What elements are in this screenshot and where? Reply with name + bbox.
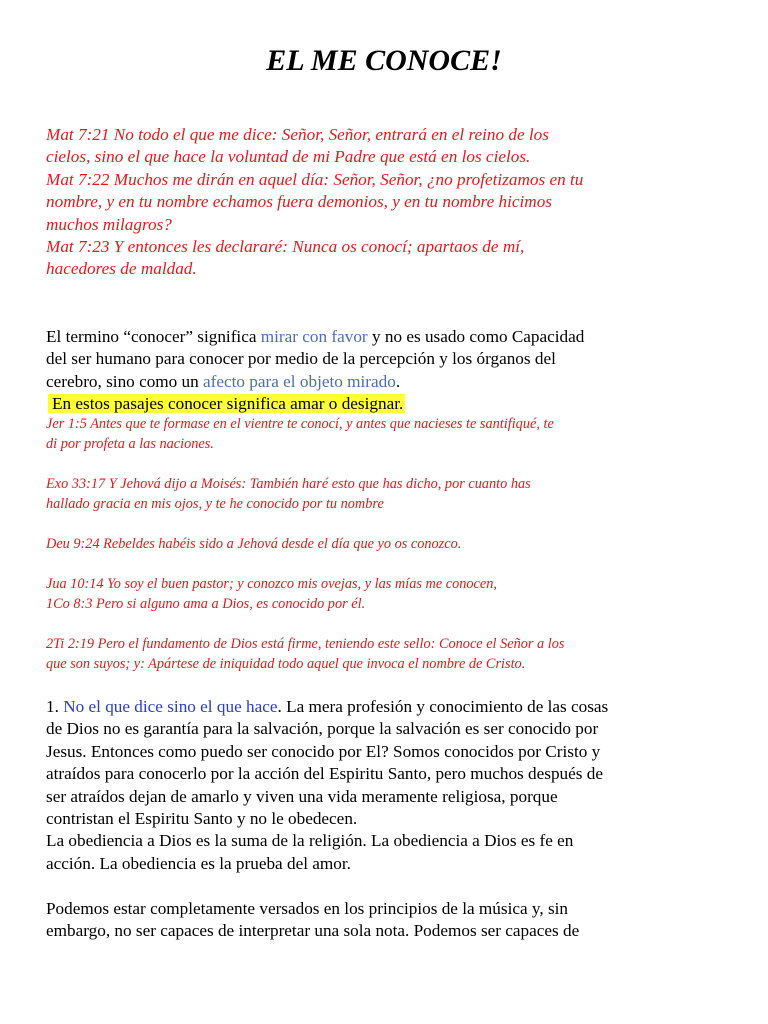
body-line: . La mera profesión y conocimiento de las cosas	[277, 697, 609, 716]
verse-mat-7-22	[46, 169, 726, 236]
intro-text: del ser humano para conocer por medio de la percepción y los órganos del	[46, 349, 556, 369]
ref-line: 2Ti 2:19 Pero el fundamento de Dios está firme, teniendo este sello: Conoce el Señor a los	[46, 636, 565, 652]
ref-line: Deu 9:24 Rebeldes habéis sido a Jehová desde el día que yo os conozco.	[46, 536, 462, 552]
reference-verses	[46, 414, 736, 674]
highlighted-statement: En estos pasajes conocer significa amar o designar.	[48, 394, 405, 413]
ref-line: que son suyos; y: Apártese de iniquidad todo aquel que invoca el nombre de Cristo.	[46, 656, 526, 672]
verse-line: Mat 7:22 Muchos me dirán en aquel día: Señor, Señor, ¿no profetizamos en tu	[46, 169, 584, 189]
intro-emphasis: afecto para el objeto mirado	[203, 371, 396, 391]
verse-line: cielos, sino el que hace la voluntad de mi Padre que está en los cielos.	[46, 147, 531, 167]
body-line: Podemos estar completamente versados en los principios de la música y, sin	[46, 898, 569, 918]
ref-jer-1-5	[46, 414, 736, 454]
intro-text: El termino “conocer” significa	[46, 327, 261, 346]
verse-line: hacedores de maldad.	[46, 259, 197, 279]
scripture-verses	[46, 124, 726, 281]
document-title: EL ME CONOCE!	[266, 44, 502, 77]
intro-text: y no es usado como Capacidad	[367, 327, 585, 346]
body-line: ser atraídos dejan de amarlo y viven una vida meramente religiosa, porque	[46, 786, 558, 806]
ref-jua-10-14	[46, 574, 736, 614]
body-line: embargo, no ser capaces de interpretar una sola nota. Podemos ser capaces de	[46, 921, 580, 941]
body-line: atraídos para conocerlo por la acción del Espiritu Santo, pero muchos después de	[46, 764, 603, 784]
body-line: de Dios no es garantía para la salvación, porque la salvación es ser conocido por	[46, 719, 599, 739]
verse-line: Mat 7:21 No todo el que me dice: Señor, Señor, entrará en el reino de los	[46, 125, 549, 144]
point-heading: No el que dice sino el que hace	[63, 697, 278, 716]
verse-mat-7-21	[46, 124, 726, 169]
intro-paragraph	[46, 326, 736, 416]
body-line: acción. La obediencia es la prueba del amor.	[46, 853, 351, 873]
ref-line: di por profeta a las naciones.	[46, 436, 214, 452]
intro-text: cerebro, sino como un	[46, 371, 204, 391]
intro-emphasis: mirar con favor	[260, 327, 368, 346]
ref-line: Jer 1:5 Antes que te formase en el vientre te conocí, y antes que nacieses te santifiqué, te	[46, 416, 554, 432]
ref-line: Exo 33:17 Y Jehová dijo a Moisés: También haré esto que has dicho, por cuanto has	[46, 476, 531, 492]
verse-mat-7-23	[46, 236, 726, 281]
verse-line: muchos milagros?	[46, 214, 172, 234]
ref-deu-9-24	[46, 534, 736, 554]
ref-exo-33-17	[46, 474, 736, 514]
point-number: 1.	[46, 697, 64, 716]
ref-2ti-2-19	[46, 634, 736, 674]
body-line: contristan el Espiritu Santo y no le obedecen.	[46, 809, 358, 829]
point-one-paragraph	[46, 696, 736, 830]
ref-line: hallado gracia en mis ojos, y te he conocido por tu nombre	[46, 496, 384, 512]
body-line: Jesus. Entonces como puedo ser conocido por El? Somos conocidos por Cristo y	[46, 741, 601, 761]
music-paragraph	[46, 898, 736, 943]
verse-line: nombre, y en tu nombre echamos fuera demonios, y en tu nombre hicimos	[46, 192, 552, 212]
body-line: La obediencia a Dios es la suma de la religión. La obediencia a Dios es fe en	[46, 831, 574, 851]
body-text	[46, 696, 736, 942]
verse-line: Mat 7:23 Y entonces les declararé: Nunca os conocí; apartaos de mí,	[46, 237, 525, 257]
intro-text: .	[395, 371, 401, 391]
obedience-paragraph	[46, 830, 736, 875]
ref-line: 1Co 8:3 Pero si alguno ama a Dios, es conocido por él.	[46, 596, 366, 612]
ref-line: Jua 10:14 Yo soy el buen pastor; y conozco mis ovejas, y las mías me conocen,	[46, 576, 497, 592]
